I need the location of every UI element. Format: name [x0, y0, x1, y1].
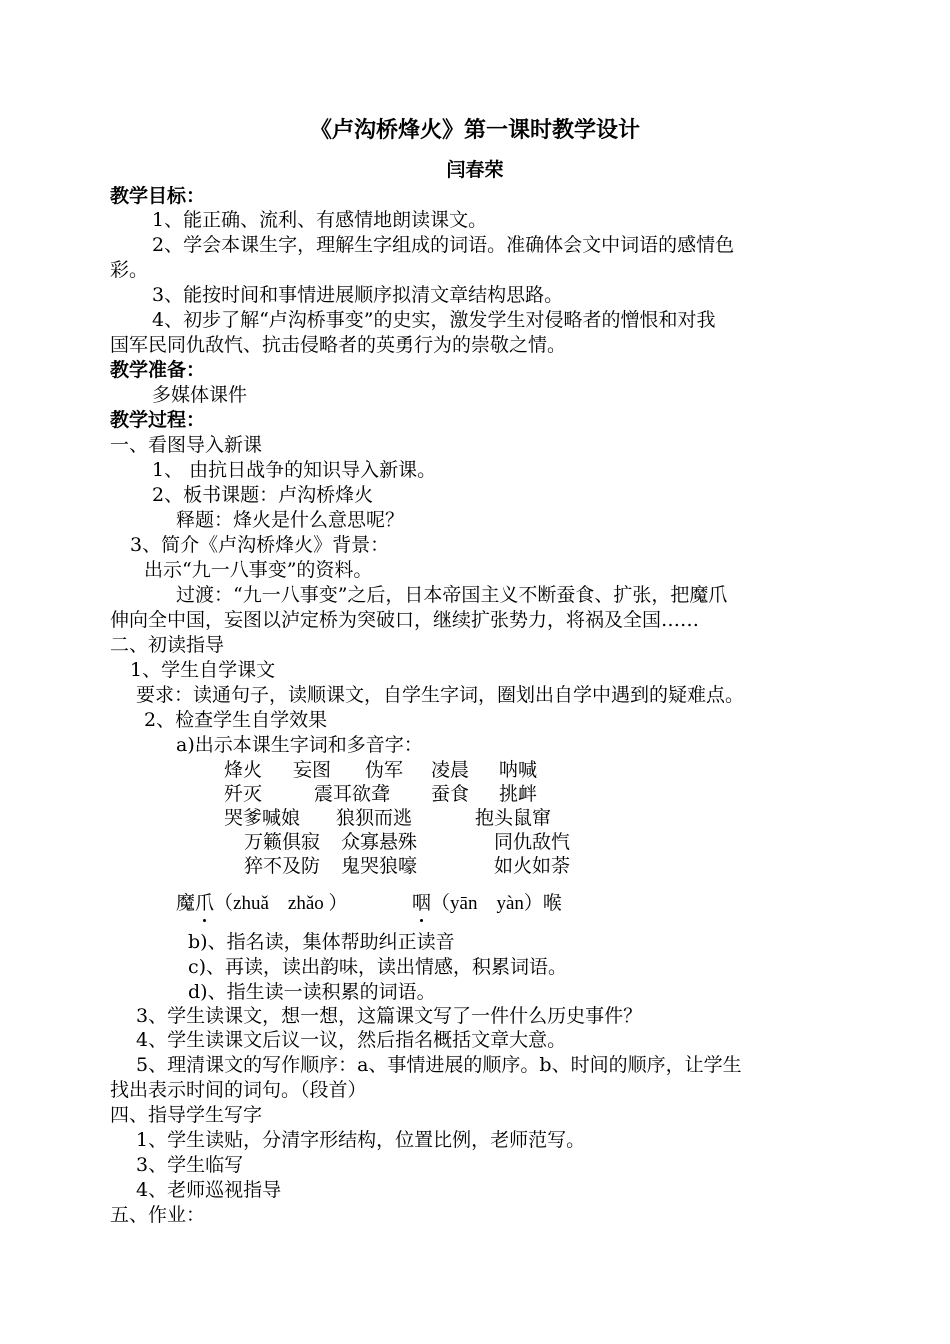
goal-item-1: 1、能正确、流利、有感情地朗读课文。 [152, 209, 488, 231]
word: 震耳欲聋 [314, 783, 391, 805]
section-1-item-2-note: 释题：烽火是什么意思呢？ [176, 509, 405, 531]
word: 蚕食 [431, 783, 470, 805]
word: 烽火 [224, 759, 263, 781]
prep-heading: 教学准备： [110, 359, 206, 381]
section-1-item-3: 3、简介《卢沟桥烽火》背景： [130, 534, 390, 556]
section-4-item-1: 1、学生读贴，分清字形结构，位置比例，老师范写。 [136, 1129, 586, 1151]
section-2-item-3: 3、学生读课文，想一想，这篇课文写了一件什么历史事件？ [136, 1005, 643, 1027]
section-1-item-2: 2、板书课题：卢沟桥烽火 [152, 484, 374, 506]
word: 狼狈而逃 [336, 807, 413, 829]
word: 凌晨 [431, 759, 470, 781]
word: 妄图 [293, 759, 332, 781]
goal-item-4-line-1: 4、初步了解“卢沟桥事变”的史实，激发学生对侵略者的憎恨和对我 [152, 309, 716, 331]
transition-line-1: 过渡：“九一八事变”之后，日本帝国主义不断蚕食、扩张，把魔爪 [176, 584, 728, 606]
section-2-item-4: 4、学生读课文后议一议，然后指名概括文章大意。 [136, 1029, 567, 1051]
polyphone-1-prefix: 魔 [176, 892, 196, 914]
polyphone-1-pinyin: （zhuǎ zhǎo ） [214, 893, 348, 914]
section-2-item-1: 1、学生自学课文 [130, 659, 276, 681]
section-2-item-d: d)、指生读一读积累的词语。 [188, 981, 436, 1003]
section-2-item-2: 2、检查学生自学效果 [144, 709, 328, 731]
word: 抱头鼠窜 [475, 807, 552, 829]
word: 万籁俱寂 [244, 831, 321, 853]
author-name: 闫春荣 [446, 159, 504, 181]
word: 呐喊 [499, 759, 538, 781]
word: 同仇敌忾 [494, 831, 571, 853]
section-2-heading: 二、初读指导 [110, 634, 225, 656]
goal-item-4-line-2: 国军民同仇敌忾、抗击侵略者的英勇行为的崇敬之情。 [110, 334, 567, 356]
polyphone-2-char: 咽 [412, 892, 432, 914]
word: 鬼哭狼嚎 [341, 855, 418, 877]
section-2-requirement: 要求：读通句子，读顺课文，自学生字词，圈划出自学中遇到的疑难点。 [136, 684, 745, 706]
word: 哭爹喊娘 [224, 807, 301, 829]
word: 伪军 [365, 759, 404, 781]
section-5-heading: 五、作业： [110, 1204, 206, 1226]
section-4-item-4: 4、老师巡视指导 [136, 1179, 282, 1201]
document-title: 《卢沟桥烽火》第一课时教学设计 [309, 117, 640, 143]
section-4-heading: 四、指导学生写字 [110, 1104, 263, 1126]
word: 挑衅 [499, 783, 538, 805]
word: 如火如荼 [494, 855, 571, 877]
section-2-item-5-line-2: 找出表示时间的词句。（段首） [110, 1079, 367, 1101]
section-2-item-c: c)、再读，读出韵味，读出情感，积累词语。 [188, 956, 568, 978]
word: 众寡悬殊 [341, 831, 418, 853]
polyphone-1-char: 爪 [195, 892, 215, 914]
section-1-item-1: 1、 由抗日战争的知识导入新课。 [152, 459, 437, 481]
transition-line-2: 伸向全中国，妄图以泸定桥为突破口，继续扩张势力，将祸及全国…… [110, 609, 700, 631]
section-2-item-b: b)、指名读，集体帮助纠正读音 [188, 931, 455, 953]
process-heading: 教学过程： [110, 409, 206, 431]
goal-item-2-line-2: 彩。 [110, 259, 149, 281]
polyphone-2-pinyin: （yān yàn） [431, 893, 543, 914]
word: 歼灭 [224, 783, 263, 805]
polyphone-2-suffix: 喉 [542, 892, 562, 914]
section-2-item-a: a)出示本课生字词和多音字： [176, 734, 423, 756]
goal-item-3: 3、能按时间和事情进展顺序拟清文章结构思路。 [152, 284, 564, 306]
goals-heading: 教学目标： [110, 185, 206, 207]
section-4-item-3: 3、学生临写 [136, 1154, 244, 1176]
section-2-item-5-line-1: 5、理清课文的写作顺序：a、事情进展的顺序。b、时间的顺序，让学生 [136, 1054, 742, 1076]
section-1-item-3-note: 出示“九一八事变”的资料。 [144, 559, 373, 581]
polyphone-1 [176, 891, 348, 915]
prep-content: 多媒体课件 [152, 384, 248, 406]
polyphone-2 [412, 891, 562, 915]
word: 猝不及防 [244, 855, 321, 877]
goal-item-2-line-1: 2、学会本课生字，理解生字组成的词语。准确体会文中词语的感情色 [152, 234, 735, 256]
section-1-heading: 一、看图导入新课 [110, 434, 263, 456]
